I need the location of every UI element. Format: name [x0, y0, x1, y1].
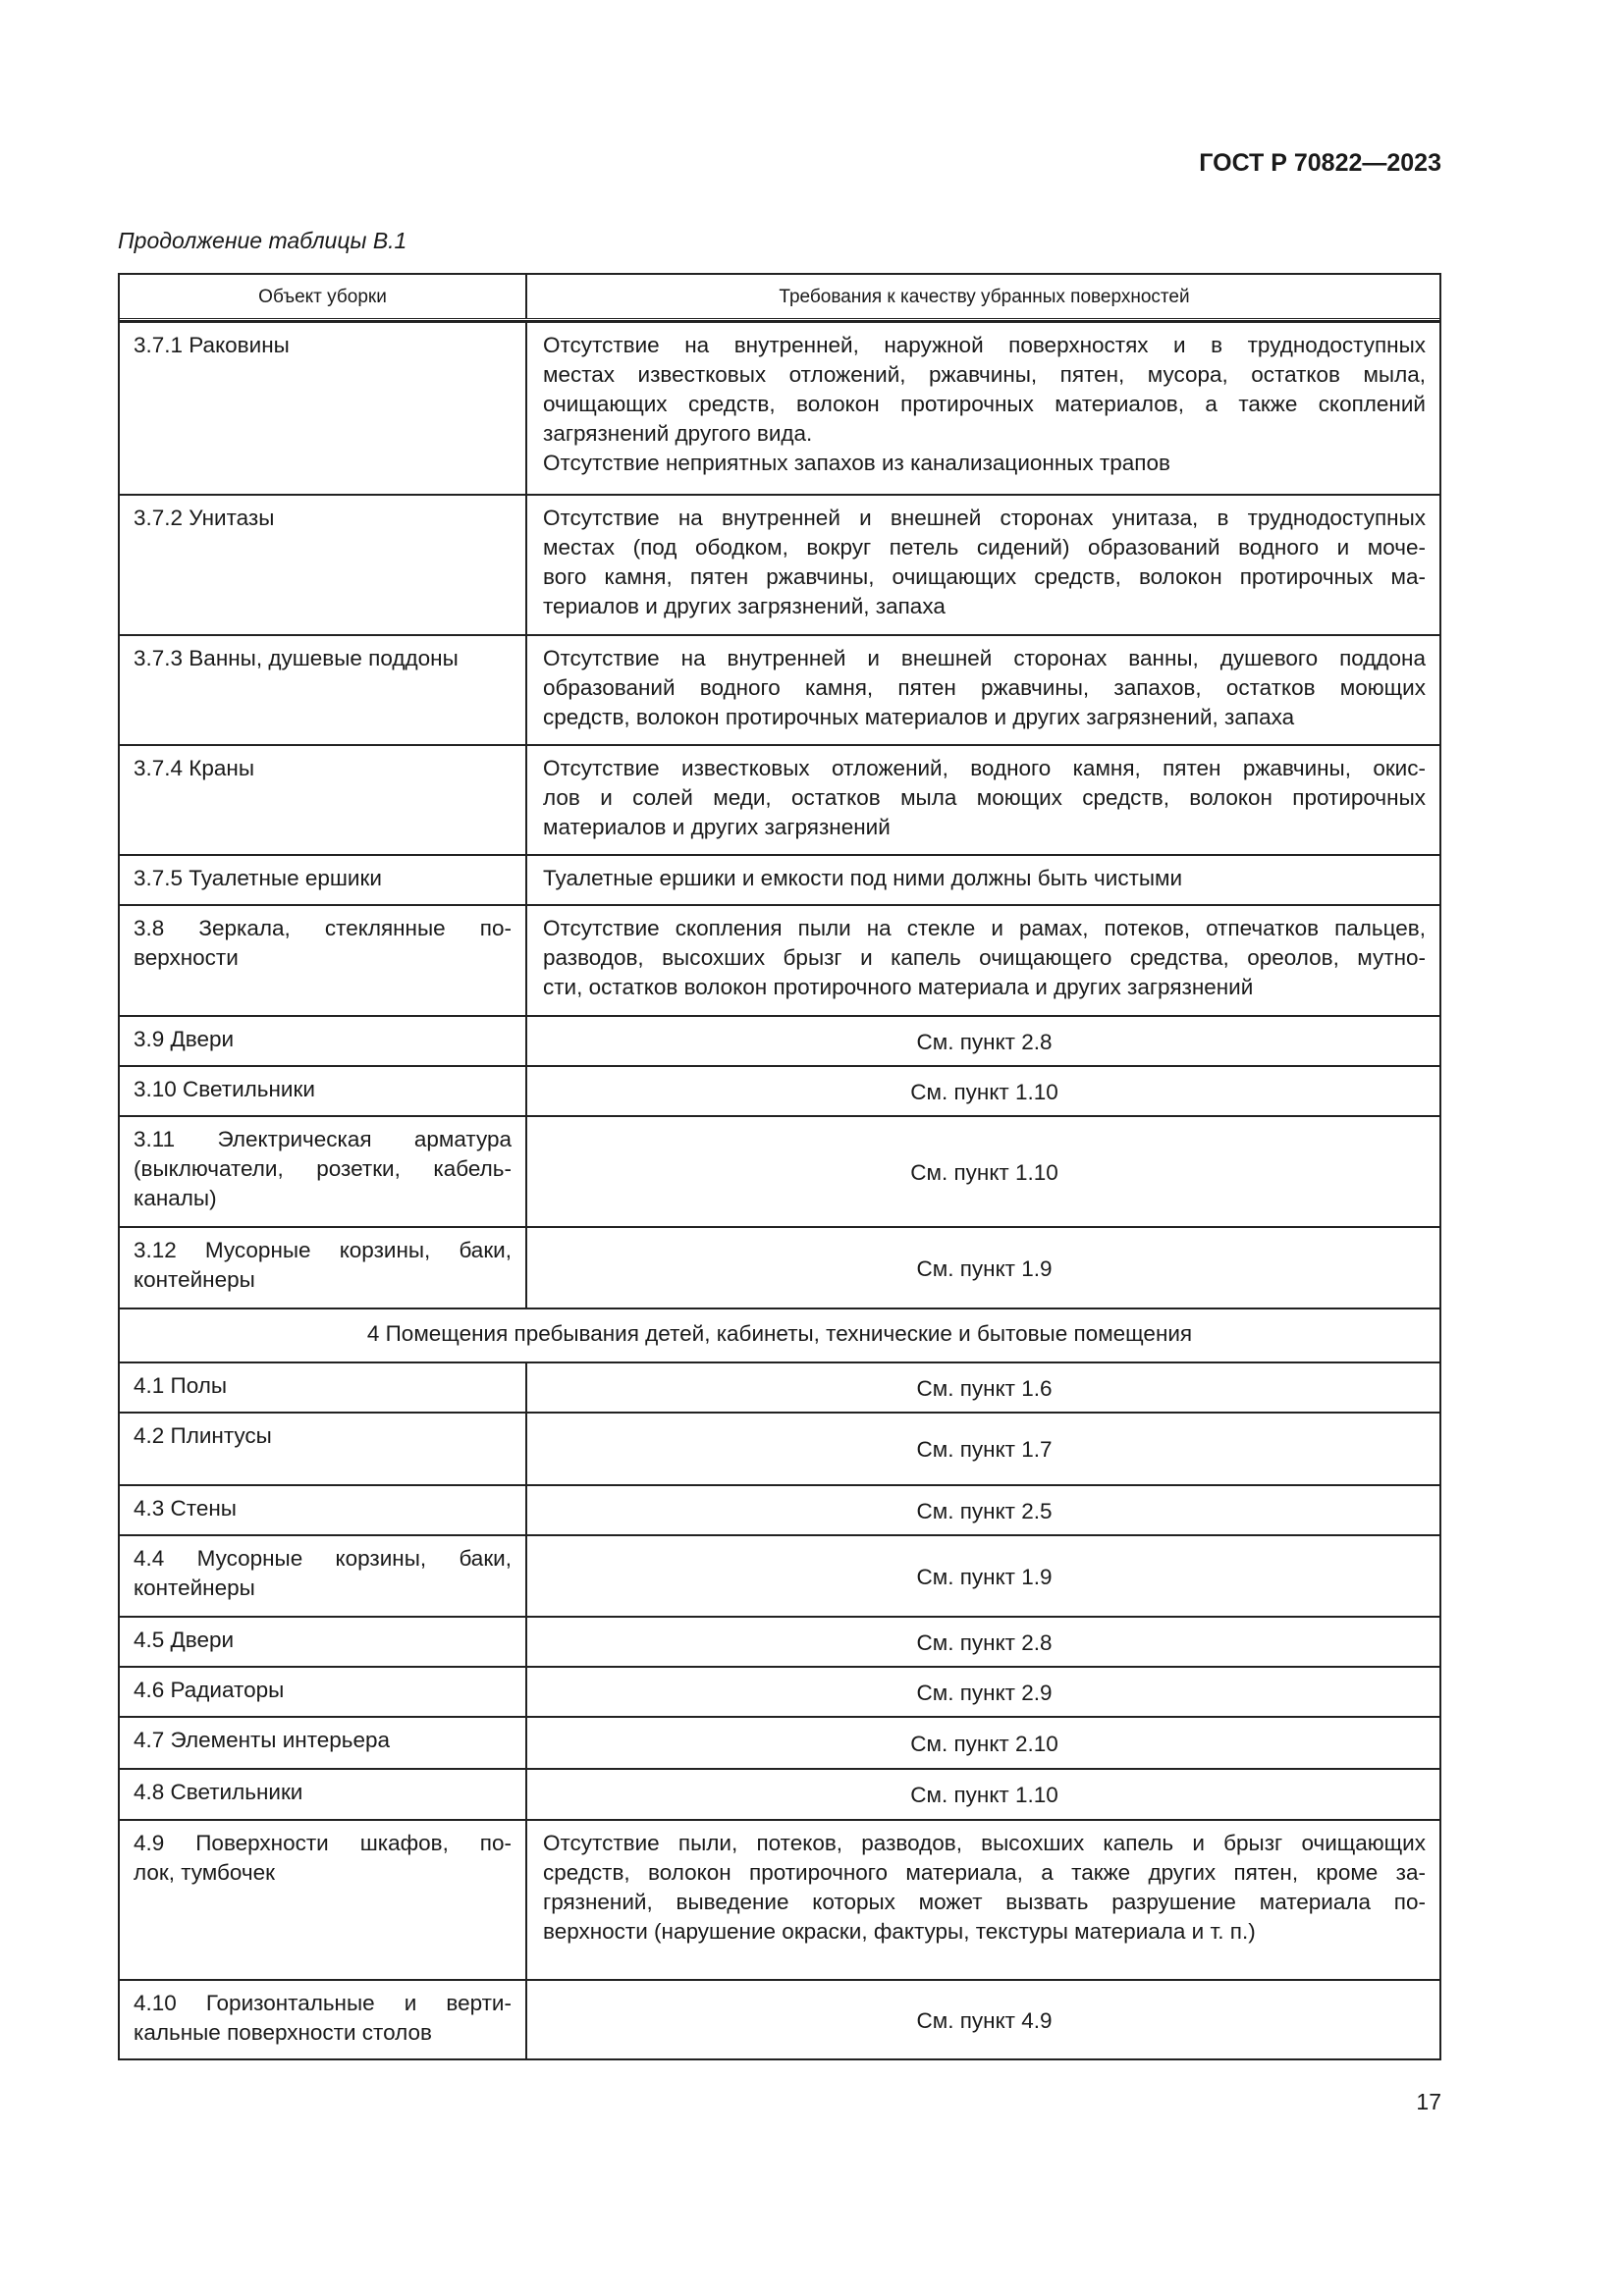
- object-line: 4.5 Двери: [134, 1628, 235, 1652]
- requirement-cell: [527, 1770, 1439, 1819]
- object-cell: [120, 323, 527, 494]
- table-row: [120, 1484, 1439, 1534]
- requirement-cell: [527, 1486, 1439, 1534]
- object-line: контейнеры: [134, 1267, 255, 1292]
- object-line: 3.10 Светильники: [134, 1077, 315, 1101]
- object-cell: [120, 1017, 527, 1065]
- object-line: 4.4 Мусорные корзины, баки,: [134, 1546, 512, 1571]
- requirement-line: Отсутствие известковых отложений, водного камня, пятен ржавчины, окис-: [543, 756, 1426, 780]
- table-row: [120, 1015, 1439, 1065]
- table-row: [120, 1979, 1439, 2058]
- reference-text: См. пункт 2.10: [910, 1731, 1058, 1756]
- object-cell: [120, 1117, 527, 1226]
- requirement-cell: [527, 1067, 1439, 1115]
- requirement-cell: [527, 323, 1439, 494]
- reference-text: См. пункт 1.10: [910, 1783, 1058, 1807]
- object-cell: [120, 496, 527, 634]
- table-row: [120, 1616, 1439, 1666]
- object-line: 4.2 Плинтусы: [134, 1423, 272, 1448]
- object-line: 3.7.5 Туалетные ершики: [134, 866, 382, 890]
- requirement-cell: [527, 636, 1439, 744]
- object-line: 4.3 Стены: [134, 1496, 237, 1521]
- reference-text: См. пункт 2.8: [916, 1629, 1053, 1655]
- object-line: 3.7.2 Унитазы: [134, 506, 275, 530]
- table-row: [120, 1115, 1439, 1226]
- requirement-line: сти, остатков волокон протирочного материала и других загрязнений: [543, 975, 1254, 999]
- requirement-line: вого камня, пятен ржавчины, очищающих средств, волокон протирочных ма-: [543, 564, 1426, 589]
- requirement-cell: [527, 906, 1439, 1015]
- section-row: [120, 1308, 1439, 1362]
- object-line: 4.10 Горизонтальные и верти-: [134, 1991, 512, 2015]
- table-row: [120, 854, 1439, 904]
- requirement-line: Туалетные ершики и емкости под ними должны быть чистыми: [543, 866, 1183, 890]
- requirement-line: разводов, высохших брызг и капель очищающего средства, ореолов, мутно-: [543, 945, 1426, 970]
- requirement-cell: [527, 856, 1439, 904]
- object-cell: [120, 1668, 527, 1716]
- object-line: лок, тумбочек: [134, 1860, 275, 1885]
- object-line: каналы): [134, 1186, 217, 1210]
- object-line: 3.8 Зеркала, стеклянные по-: [134, 916, 512, 940]
- requirement-cell: [527, 1718, 1439, 1768]
- requirement-cell: [527, 1536, 1439, 1616]
- object-line: 3.7.1 Раковины: [134, 333, 290, 357]
- requirement-cell: [527, 1981, 1439, 2058]
- requirement-cell: [527, 1821, 1439, 1979]
- object-cell: [120, 746, 527, 854]
- object-cell: [120, 856, 527, 904]
- requirement-line: материалов и других загрязнений: [543, 815, 891, 839]
- table-row: [120, 744, 1439, 854]
- requirement-line: Отсутствие на внутренней и внешней сторонах унитаза, в труднодоступных: [543, 506, 1426, 530]
- requirement-line: Отсутствие на внутренней, наружной поверхностях и в труднодоступных: [543, 333, 1426, 357]
- requirement-line: местах известковых отложений, ржавчины, пятен, мусора, остатков мыла,: [543, 362, 1426, 387]
- object-cell: [120, 1618, 527, 1666]
- requirement-line: Отсутствие скопления пыли на стекле и рамах, потеков, отпечатков пальцев,: [543, 916, 1426, 940]
- object-line: 3.7.3 Ванны, душевые поддоны: [134, 646, 459, 670]
- object-cell: [120, 1067, 527, 1115]
- requirement-line: Отсутствие неприятных запахов из канализационных трапов: [543, 451, 1170, 475]
- table-header-row: [120, 275, 1439, 321]
- page-number: 17: [1416, 2089, 1441, 2114]
- table-row: [120, 634, 1439, 744]
- object-line: 4.8 Светильники: [134, 1780, 303, 1804]
- object-line: кальные поверхности столов: [134, 2020, 432, 2045]
- requirement-cell: [527, 1414, 1439, 1484]
- column-header-requirements: Требования к качеству убранных поверхностей: [779, 287, 1190, 307]
- table-row: [120, 1226, 1439, 1308]
- object-line: верхности: [134, 945, 239, 970]
- requirement-line: Отсутствие на внутренней и внешней сторонах ванны, душевого поддона: [543, 646, 1426, 670]
- reference-text: См. пункт 2.5: [916, 1498, 1053, 1523]
- reference-text: См. пункт 1.7: [916, 1437, 1053, 1462]
- table-row: [120, 494, 1439, 634]
- requirement-cell: [527, 496, 1439, 634]
- requirement-line: загрязнений другого вида.: [543, 421, 813, 446]
- object-cell: [120, 1981, 527, 2058]
- requirement-cell: [527, 746, 1439, 854]
- requirement-line: Отсутствие пыли, потеков, разводов, высохших капель и брызг очищающих: [543, 1831, 1426, 1855]
- table-row: [120, 904, 1439, 1015]
- reference-text: См. пункт 1.10: [910, 1159, 1058, 1185]
- object-line: 3.9 Двери: [134, 1027, 235, 1051]
- requirement-line: очищающих средств, волокон протирочных материалов, а также скоплений: [543, 392, 1426, 416]
- requirement-line: образований водного камня, пятен ржавчины, запахов, остатков моющих: [543, 675, 1426, 700]
- table-row: [120, 1065, 1439, 1115]
- reference-text: См. пункт 1.10: [910, 1079, 1058, 1104]
- requirement-line: грязнений, выведение которых может вызвать разрушение материала по-: [543, 1890, 1426, 1914]
- object-cell: [120, 1363, 527, 1412]
- table-row: [120, 1768, 1439, 1819]
- object-line: контейнеры: [134, 1575, 255, 1600]
- object-line: 3.7.4 Краны: [134, 756, 255, 780]
- column-header-object: Объект уборки: [120, 275, 527, 318]
- object-cell: [120, 906, 527, 1015]
- requirement-cell: [527, 1017, 1439, 1065]
- reference-text: См. пункт 2.9: [916, 1680, 1053, 1705]
- object-cell: [120, 1821, 527, 1979]
- requirement-cell: [527, 1618, 1439, 1666]
- object-cell: [120, 1228, 527, 1308]
- table-row: [120, 1534, 1439, 1616]
- requirement-line: териалов и других загрязнений, запаха: [543, 594, 946, 618]
- requirement-cell: [527, 1363, 1439, 1412]
- requirement-cell: [527, 1117, 1439, 1226]
- object-cell: [120, 1414, 527, 1484]
- table-row: [120, 1819, 1439, 1979]
- requirement-line: средств, волокон протирочных материалов и других загрязнений, запаха: [543, 705, 1295, 729]
- object-line: 4.6 Радиаторы: [134, 1678, 285, 1702]
- object-line: (выключатели, розетки, кабель-: [134, 1156, 512, 1181]
- reference-text: См. пункт 1.9: [916, 1564, 1053, 1589]
- requirement-line: верхности (нарушение окраски, фактуры, текстуры материала и т. п.): [543, 1919, 1256, 1944]
- document-code: ГОСТ Р 70822—2023: [1199, 149, 1441, 177]
- requirement-line: лов и солей меди, остатков мыла моющих средств, волокон протирочных: [543, 785, 1426, 810]
- reference-text: См. пункт 2.8: [916, 1029, 1053, 1054]
- object-cell: [120, 1486, 527, 1534]
- object-line: 4.9 Поверхности шкафов, по-: [134, 1831, 512, 1855]
- requirement-line: средств, волокон протирочного материала, а также других пятен, кроме за-: [543, 1860, 1426, 1885]
- table-row: [120, 1362, 1439, 1412]
- object-line: 3.12 Мусорные корзины, баки,: [134, 1238, 512, 1262]
- table-caption: Продолжение таблицы В.1: [118, 228, 407, 253]
- object-line: 4.7 Элементы интерьера: [134, 1728, 391, 1752]
- reference-text: См. пункт 4.9: [916, 2007, 1053, 2033]
- table-row: [120, 321, 1439, 494]
- reference-text: См. пункт 1.9: [916, 1255, 1053, 1281]
- requirement-cell: [527, 1228, 1439, 1308]
- object-cell: [120, 1718, 527, 1768]
- requirement-cell: [527, 1668, 1439, 1716]
- requirements-table: [118, 273, 1441, 2060]
- table-row: [120, 1716, 1439, 1768]
- section-heading: 4 Помещения пребывания детей, кабинеты, технические и бытовые помещения: [366, 1321, 1193, 1346]
- object-line: 3.11 Электрическая арматура: [134, 1127, 512, 1151]
- table-row: [120, 1666, 1439, 1716]
- object-line: 4.1 Полы: [134, 1373, 228, 1398]
- table-row: [120, 1412, 1439, 1484]
- reference-text: См. пункт 1.6: [916, 1375, 1053, 1401]
- object-cell: [120, 636, 527, 744]
- object-cell: [120, 1770, 527, 1819]
- requirement-line: местах (под ободком, вокруг петель сидений) образований водного и моче-: [543, 535, 1426, 560]
- object-cell: [120, 1536, 527, 1616]
